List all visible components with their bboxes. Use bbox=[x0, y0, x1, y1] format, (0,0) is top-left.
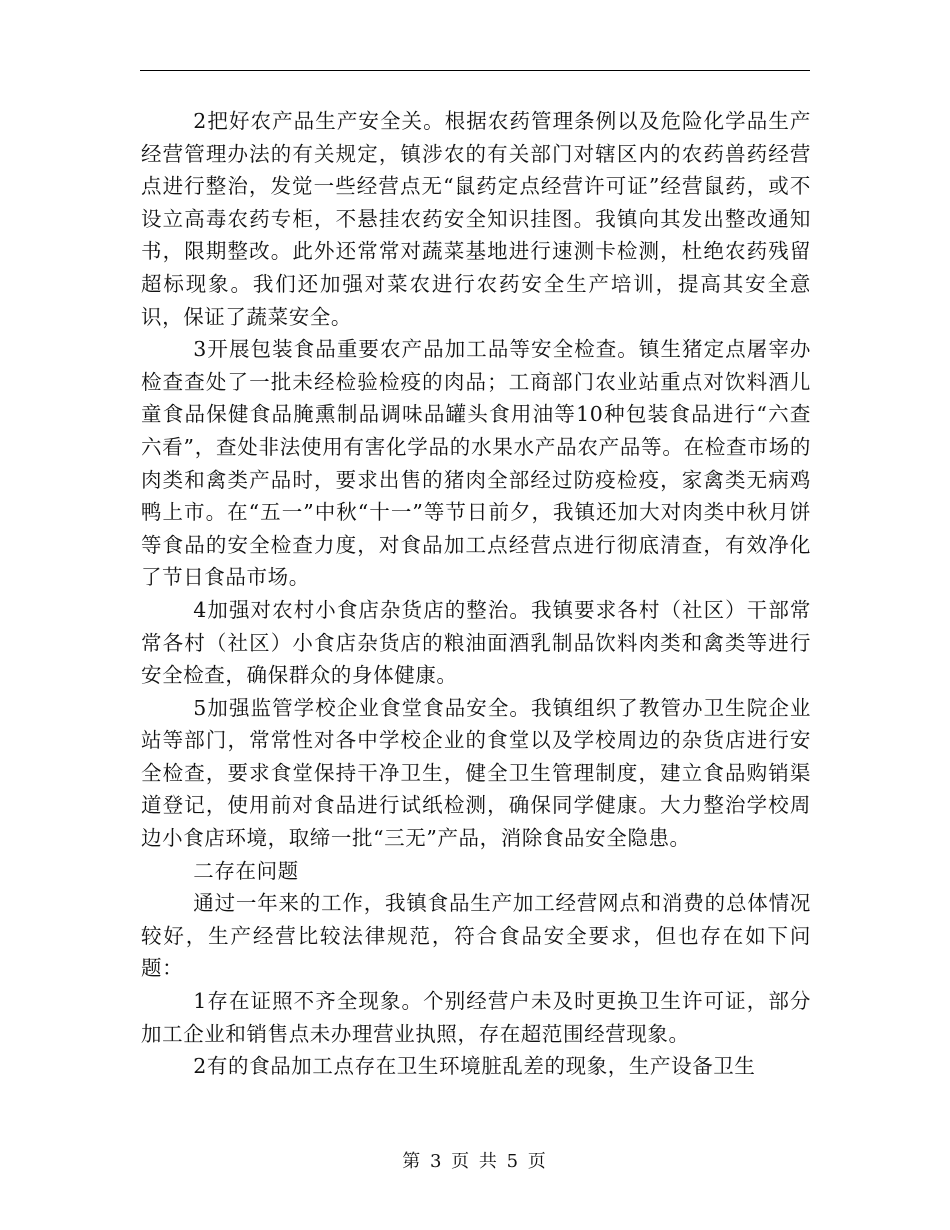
paragraph-overview: 通过一年来的工作，我镇食品生产加工经营网点和消费的总体情况较好，生产经营比较法律规范，符合食品安全要求，但也存在如下问题： bbox=[141, 891, 811, 981]
header-rule bbox=[140, 70, 810, 71]
paragraph-packaged-food-check: 3开展包装食品重要农产品加工品等安全检查。镇生猪定点屠宰办检查查处了一批未经检验检疫的肉品；工商部门农业站重点对饮料酒儿童食品保健食品腌熏制品调味品罐头食用油等10种包装食品进行“六查六看”，查处非法使用有害化学品的水果水产品农产品等。在检查市场的肉类和禽类产品时，要求出售的猪肉全部经过防疫检疫，家禽类无病鸡鸭上市。在“五一”中秋“十一”等节日前夕，我镇还加大对肉类中秋月饼等食品的安全检查力度，对食品加工点经营点进行彻底清查，有效净化了节日食品市场。 bbox=[141, 337, 811, 590]
paragraph-safety-pesticide: 2把好农产品生产安全关。根据农药管理条例以及危险化学品生产经营管理办法的有关规定，镇涉农的有关部门对辖区内的农药兽药经营点进行整治，发觉一些经营点无“鼠药定点经营许可证”经营鼠药，或不设立高毒农药专柜，不悬挂农药安全知识挂图。我镇向其发出整改通知书，限期整改。此外还常常对蔬菜基地进行速测卡检测，杜绝农药残留超标现象。我们还加强对菜农进行农药安全生产培训，提高其安全意识，保证了蔬菜安全。 bbox=[141, 109, 811, 329]
section-heading-problems: 二存在问题 bbox=[193, 858, 299, 883]
paragraph-problem-2: 2有的食品加工点存在卫生环境脏乱差的现象，生产设备卫生 bbox=[193, 1054, 756, 1079]
document-body bbox=[141, 105, 811, 1083]
paragraph-rural-shops: 4加强对农村小食店杂货店的整治。我镇要求各村（社区）干部常常各村（社区）小食店杂货店的粮油面酒乳制品饮料肉类和禽类等进行安全检查，确保群众的身体健康。 bbox=[141, 597, 811, 688]
paragraph-problem-1: 1存在证照不齐全现象。个别经营户未及时更换卫生许可证，部分加工企业和销售点未办理营业执照，存在超范围经营现象。 bbox=[141, 989, 811, 1046]
page-number-footer: 第 3 页 共 5 页 bbox=[402, 1151, 548, 1172]
paragraph-school-canteens: 5加强监管学校企业食堂食品安全。我镇组织了教管办卫生院企业站等部门，常常性对各中学校企业的食堂以及学校周边的杂货店进行安全检查，要求食堂保持干净卫生，健全卫生管理制度，建立食品购销渠道登记，使用前对食品进行试纸检测，确保同学健康。大力整治学校周边小食店环境，取缔一批“三无”产品，消除食品安全隐患。 bbox=[141, 695, 811, 851]
